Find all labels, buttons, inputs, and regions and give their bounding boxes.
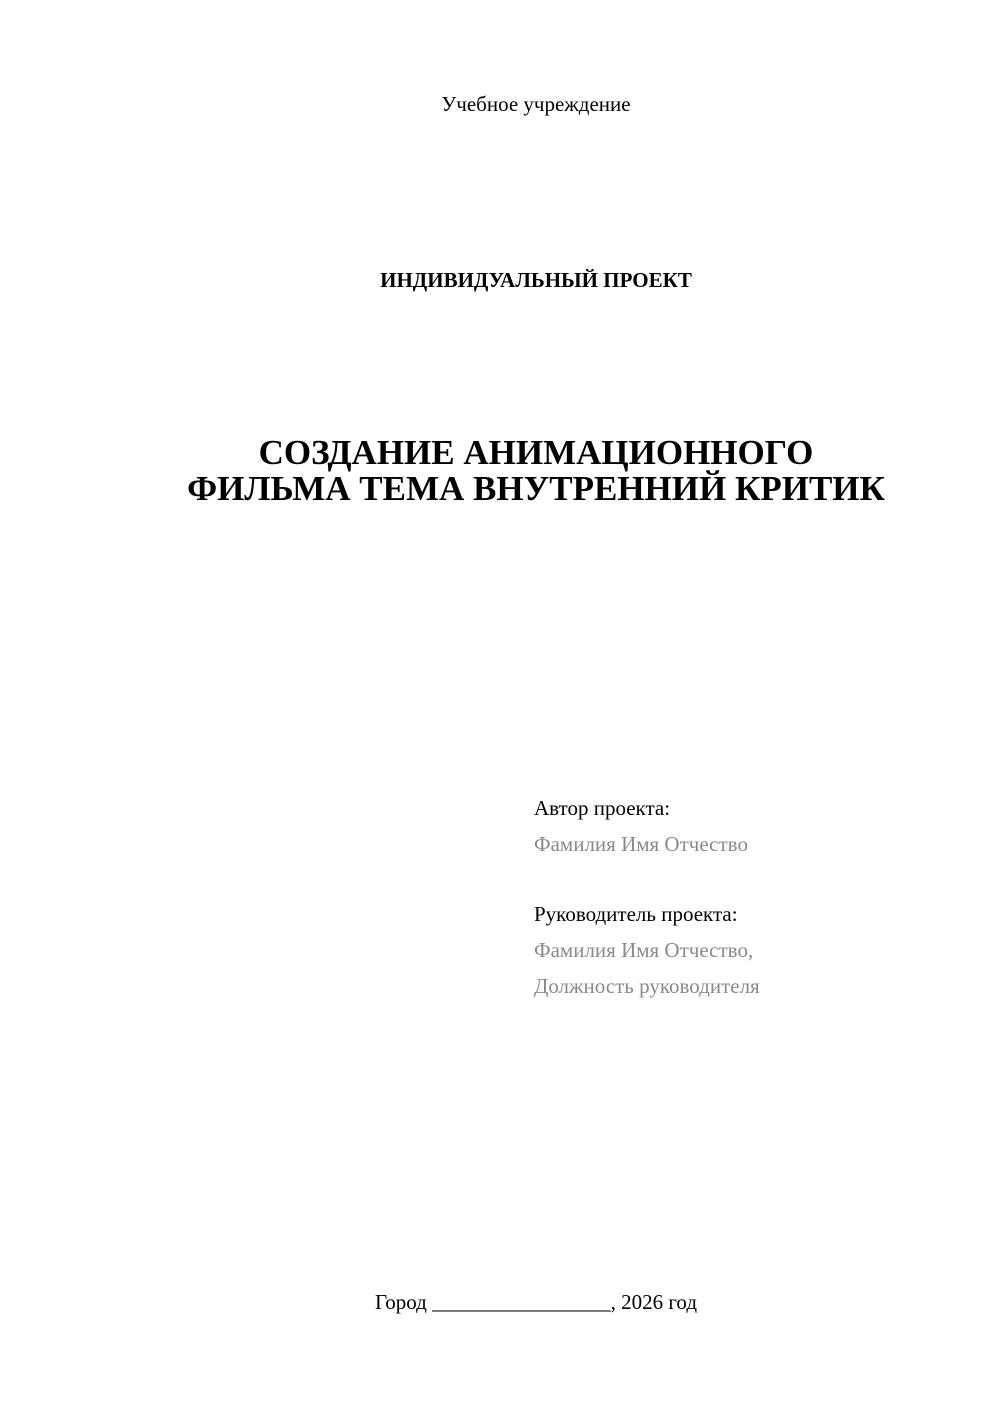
credits-block	[534, 790, 974, 1004]
institution-name: Учебное учреждение	[441, 92, 631, 116]
supervisor-label: Руководитель проекта:	[534, 902, 738, 926]
project-title	[60, 435, 1000, 507]
city-label: Город	[374, 1290, 427, 1314]
author-name: Фамилия Имя Отчество	[534, 832, 748, 856]
city-blank: _________________	[432, 1290, 611, 1314]
year: , 2026 год	[610, 1290, 698, 1314]
author-label: Автор проекта:	[534, 796, 671, 820]
spacer	[534, 862, 974, 896]
project-type: ИНДИВИДУАЛЬНЫЙ ПРОЕКТ	[380, 268, 692, 292]
project-title-line-1: СОЗДАНИЕ АНИМАЦИОННОГО	[258, 433, 814, 472]
supervisor-name: Фамилия Имя Отчество,	[534, 938, 754, 962]
project-title-line-2: ФИЛЬМА ТЕМА ВНУТРЕННИЙ КРИТИК	[187, 469, 885, 508]
city-year-line	[0, 1290, 1000, 1315]
supervisor-position: Должность руководителя	[534, 974, 760, 998]
